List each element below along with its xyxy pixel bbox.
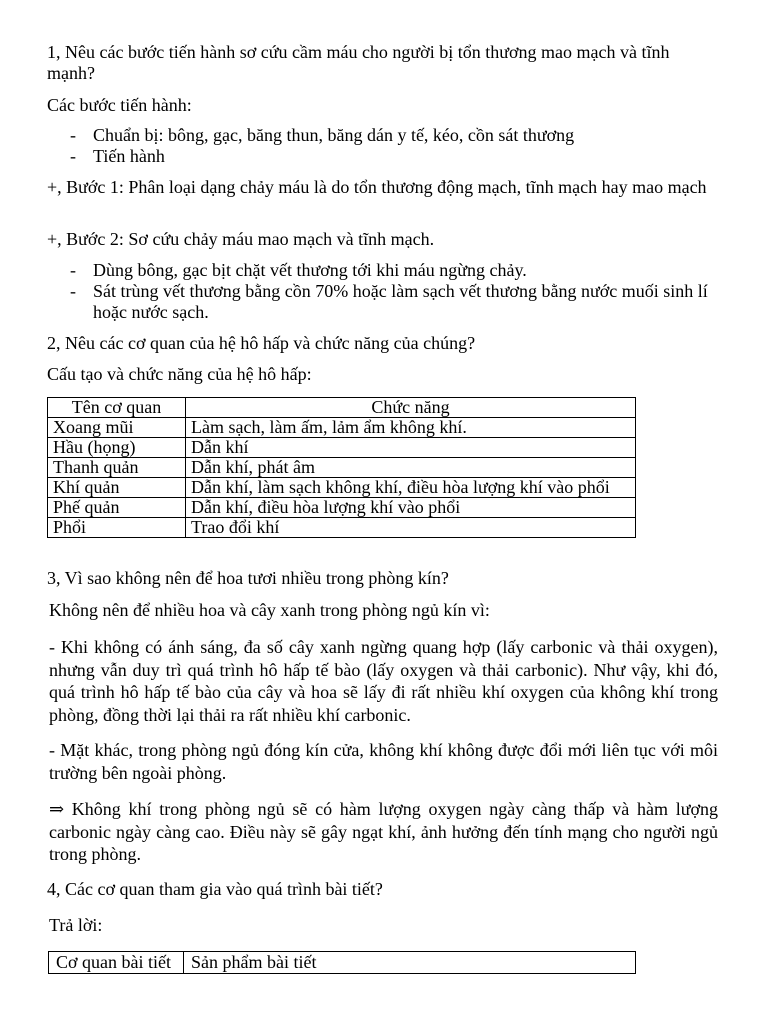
table-cell-function: Làm sạch, làm ấm, lảm ẩm không khí.	[186, 418, 636, 438]
table-cell-organ: Xoang mũi	[48, 418, 186, 438]
list-marker: -	[70, 281, 76, 301]
table-cell-organ: Hầu (họng)	[48, 438, 186, 458]
preparation-list	[47, 125, 747, 167]
question-4: 4, Các cơ quan tham gia vào quá trình bài tiết?	[47, 879, 383, 899]
table-row	[48, 478, 636, 498]
table-cell-organ: Thanh quản	[48, 458, 186, 478]
question-2: 2, Nêu các cơ quan của hệ hô hấp và chức năng của chúng?	[47, 333, 476, 353]
conclusion-paragraph	[49, 798, 718, 866]
table-header-cell: Chức năng	[186, 398, 636, 418]
table-row	[48, 438, 636, 458]
table-header-row	[49, 952, 636, 974]
table-row	[48, 418, 636, 438]
paragraph-line: phòng, đồng thời lại thải ra rất nhiều khí carbonic.	[49, 704, 411, 725]
paragraph-line: carbonic ngày càng cao. Điều này sẽ gây ngạt khí, ảnh hưởng đến tính mạng cho người ngủ	[49, 821, 718, 842]
answer-intro: Không nên để nhiều hoa và cây xanh trong phòng ngủ kín vì:	[49, 600, 490, 620]
step-1-text: +, Bước 1: Phân loại dạng chảy máu là do tổn thương động mạch, tĩnh mạch hay mao mạch	[47, 177, 707, 197]
list-marker: -	[70, 125, 76, 145]
list-marker: -	[70, 146, 76, 166]
list-item	[47, 146, 747, 167]
step-2-text: +, Bước 2: Sơ cứu chảy máu mao mạch và tĩnh mạch.	[47, 229, 435, 249]
table-cell-function: Trao đổi khí	[186, 518, 636, 538]
table-header-cell: Tên cơ quan	[48, 398, 186, 418]
paragraph-line: quá trình hô hấp tế bào của cây và hoa sẽ lấy đi rất nhiều khí oxygen của không khí trong	[49, 682, 718, 702]
list-item-text: Tiến hành	[93, 146, 165, 166]
table-row	[48, 518, 636, 538]
list-item	[47, 125, 747, 146]
list-item	[47, 260, 747, 281]
paragraph-line: - Khi không có ánh sáng, đa số cây xanh ngừng quang hợp (lấy carbonic và thải oxygen),	[49, 637, 718, 657]
answer-paragraph	[49, 739, 718, 784]
list-item	[47, 281, 747, 323]
question-3: 3, Vì sao không nên để hoa tươi nhiều trong phòng kín?	[47, 568, 449, 588]
respiratory-intro: Cấu tạo và chức năng của hệ hô hấp:	[47, 364, 312, 384]
list-item-text: Dùng bông, gạc bịt chặt vết thương tới khi máu ngừng chảy.	[93, 260, 527, 280]
table-cell-organ: Khí quản	[48, 478, 186, 498]
table-header-cell: Sản phẩm bài tiết	[184, 952, 636, 974]
table-cell-organ: Phổi	[48, 518, 186, 538]
paragraph-line: ⇒ Không khí trong phòng ngủ sẽ có hàm lượng oxygen ngày càng thấp và hàm lượng	[49, 799, 718, 819]
paragraph-line: trong phòng.	[49, 844, 141, 864]
question-1: 1, Nêu các bước tiến hành sơ cứu cầm máu cho người bị tổn thương mao mạch và tĩnh mạnh?	[47, 42, 670, 83]
table-header-cell: Cơ quan bài tiết	[49, 952, 184, 974]
paragraph-line: nhưng vẫn duy trì quá trình hô hấp tế bào (lấy oxygen và thải carbonic). Như vậy, khi đó,	[49, 659, 718, 680]
table-row	[48, 498, 636, 518]
table-cell-function: Dẫn khí	[186, 438, 636, 458]
table-cell-function: Dẫn khí, điều hòa lượng khí vào phổi	[186, 498, 636, 518]
first-aid-list	[47, 260, 747, 323]
respiratory-table	[47, 397, 636, 538]
table-header-row	[48, 398, 636, 418]
list-item-text: Sát trùng vết thương bằng cồn 70% hoặc làm sạch vết thương bằng nước muối sinh lí hoặc nước sạch.	[93, 281, 708, 322]
table-cell-function: Dẫn khí, làm sạch không khí, điều hòa lượng khí vào phổi	[186, 478, 636, 498]
table-cell-organ: Phế quản	[48, 498, 186, 518]
paragraph-line: - Mặt khác, trong phòng ngủ đóng kín cửa, không khí không được đổi mới liên tục với môi	[49, 740, 718, 760]
table-cell-function: Dẫn khí, phát âm	[186, 458, 636, 478]
table-row	[48, 458, 636, 478]
answer-label: Trả lời:	[49, 915, 103, 935]
excretion-table	[48, 951, 636, 974]
steps-intro: Các bước tiến hành:	[47, 95, 192, 115]
answer-paragraph	[49, 636, 718, 726]
list-marker: -	[70, 260, 76, 280]
paragraph-line: trường bên ngoài phòng.	[49, 762, 227, 783]
list-item-text: Chuẩn bị: bông, gạc, băng thun, băng dán y tế, kéo, cồn sát thương	[93, 125, 575, 145]
